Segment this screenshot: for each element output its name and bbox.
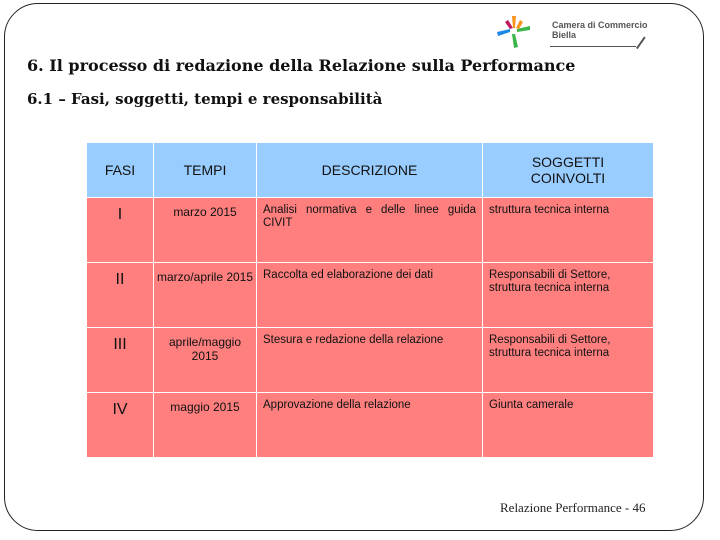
logo-underline [550,46,636,47]
cell-tempi: marzo/aprile 2015 [154,263,257,328]
table-row [87,263,654,328]
page-subtitle: 6.1 – Fasi, soggetti, tempi e responsabilità [27,90,383,108]
cell-tempi: maggio 2015 [154,393,257,458]
table-row [87,393,654,458]
logo-line-1: Camera di Commercio [552,20,648,30]
cell-fase: II [87,263,154,328]
page-footer: Relazione Performance - 46 [500,500,646,515]
cell-soggetti: Giunta camerale [483,393,654,458]
cell-descrizione: Approvazione della relazione [257,393,483,458]
cell-fase: III [87,328,154,393]
cell-soggetti: Responsabili di Settore, struttura tecnica interna [483,263,654,328]
cell-descrizione: Stesura e redazione della relazione [257,328,483,393]
camera-commercio-logo [494,14,654,54]
table-row [87,328,654,393]
cell-fase: IV [87,393,154,458]
cell-soggetti: struttura tecnica interna [483,198,654,263]
logo-star-icon [494,14,534,50]
header-tempi: TEMPI [154,143,257,198]
cell-soggetti: Responsabili di Settore, struttura tecnica interna [483,328,654,393]
cell-fase: I [87,198,154,263]
cell-tempi: aprile/maggio 2015 [154,328,257,393]
cell-descrizione: Analisi normativa e delle linee guida CIVIT [257,198,483,263]
header-fasi: FASI [87,143,154,198]
cell-descrizione: Raccolta ed elaborazione dei dati [257,263,483,328]
logo-line-2: Biella [552,30,577,40]
header-soggetti: SOGGETTI COINVOLTI [483,143,654,198]
phases-table [86,142,654,458]
page-title: 6. Il processo di redazione della Relazione sulla Performance [27,56,576,75]
logo-text [552,20,648,40]
header-descrizione: DESCRIZIONE [257,143,483,198]
cell-tempi: marzo 2015 [154,198,257,263]
table-header-row [87,143,654,198]
table-row [87,198,654,263]
